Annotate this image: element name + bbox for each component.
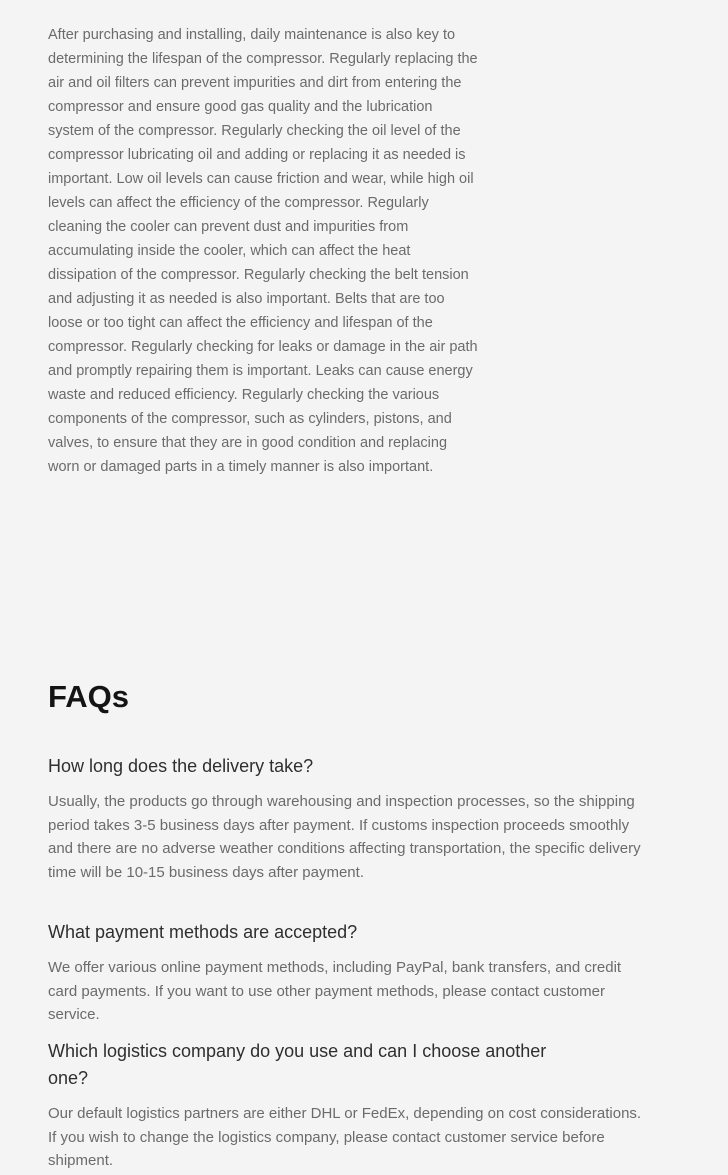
faq-item xyxy=(48,1038,646,1173)
faq-answer-logistics: Our default logistics partners are either DHL or FedEx, depending on cost considerations. If you wish to change the logistics company, please contact customer service before shipment. xyxy=(48,1105,642,1169)
faq-question-logistics: Which logistics company do you use and can I choose another one? xyxy=(48,1041,547,1088)
faq-item xyxy=(48,919,646,1027)
faq-question-delivery: How long does the delivery take? xyxy=(48,756,314,776)
maintenance-intro-paragraph: After purchasing and installing, daily maintenance is also key to determining the lifespan of the compressor. Regularly replacing the air and oil filters can prevent impurities and dirt from entering the compressor and ensure good gas quality and the lubrication system of the compressor. Regularly checking the oil level of the compressor lubricating oil and adding or replacing it as needed is important. Low oil levels can cause friction and wear, while high oil levels can affect the efficiency of the compressor. Regularly cleaning the cooler can prevent dust and impurities from accumulating inside the cooler, which can affect the heat dissipation of the compressor. Regularly checking the belt tension and adjusting it as needed is also important. Belts that are too loose or too tight can affect the efficiency and lifespan of the compressor. Regularly checking for leaks or damage in the air path and promptly repairing them is important. Leaks can cause energy waste and reduced efficiency. Regularly checking the various components of the compressor, such as cylinders, pistons, and valves, to ensure that they are in good condition and replacing worn or damaged parts in a timely manner is also important. xyxy=(48,26,478,475)
faq-section-title: FAQs xyxy=(48,679,129,714)
faq-answer-payment: We offer various online payment methods, including PayPal, bank transfers, and credit card payments. If you want to use other payment methods, please contact customer service. xyxy=(48,959,622,1023)
faq-question-payment: What payment methods are accepted? xyxy=(48,922,358,942)
faq-answer-delivery: Usually, the products go through warehousing and inspection processes, so the shipping period takes 3-5 business days after payment. If customs inspection proceeds smoothly and there are no adverse weather conditions affecting transportation, the specific delivery time will be 10-15 business days after payment. xyxy=(48,793,641,881)
faq-item xyxy=(48,753,646,884)
